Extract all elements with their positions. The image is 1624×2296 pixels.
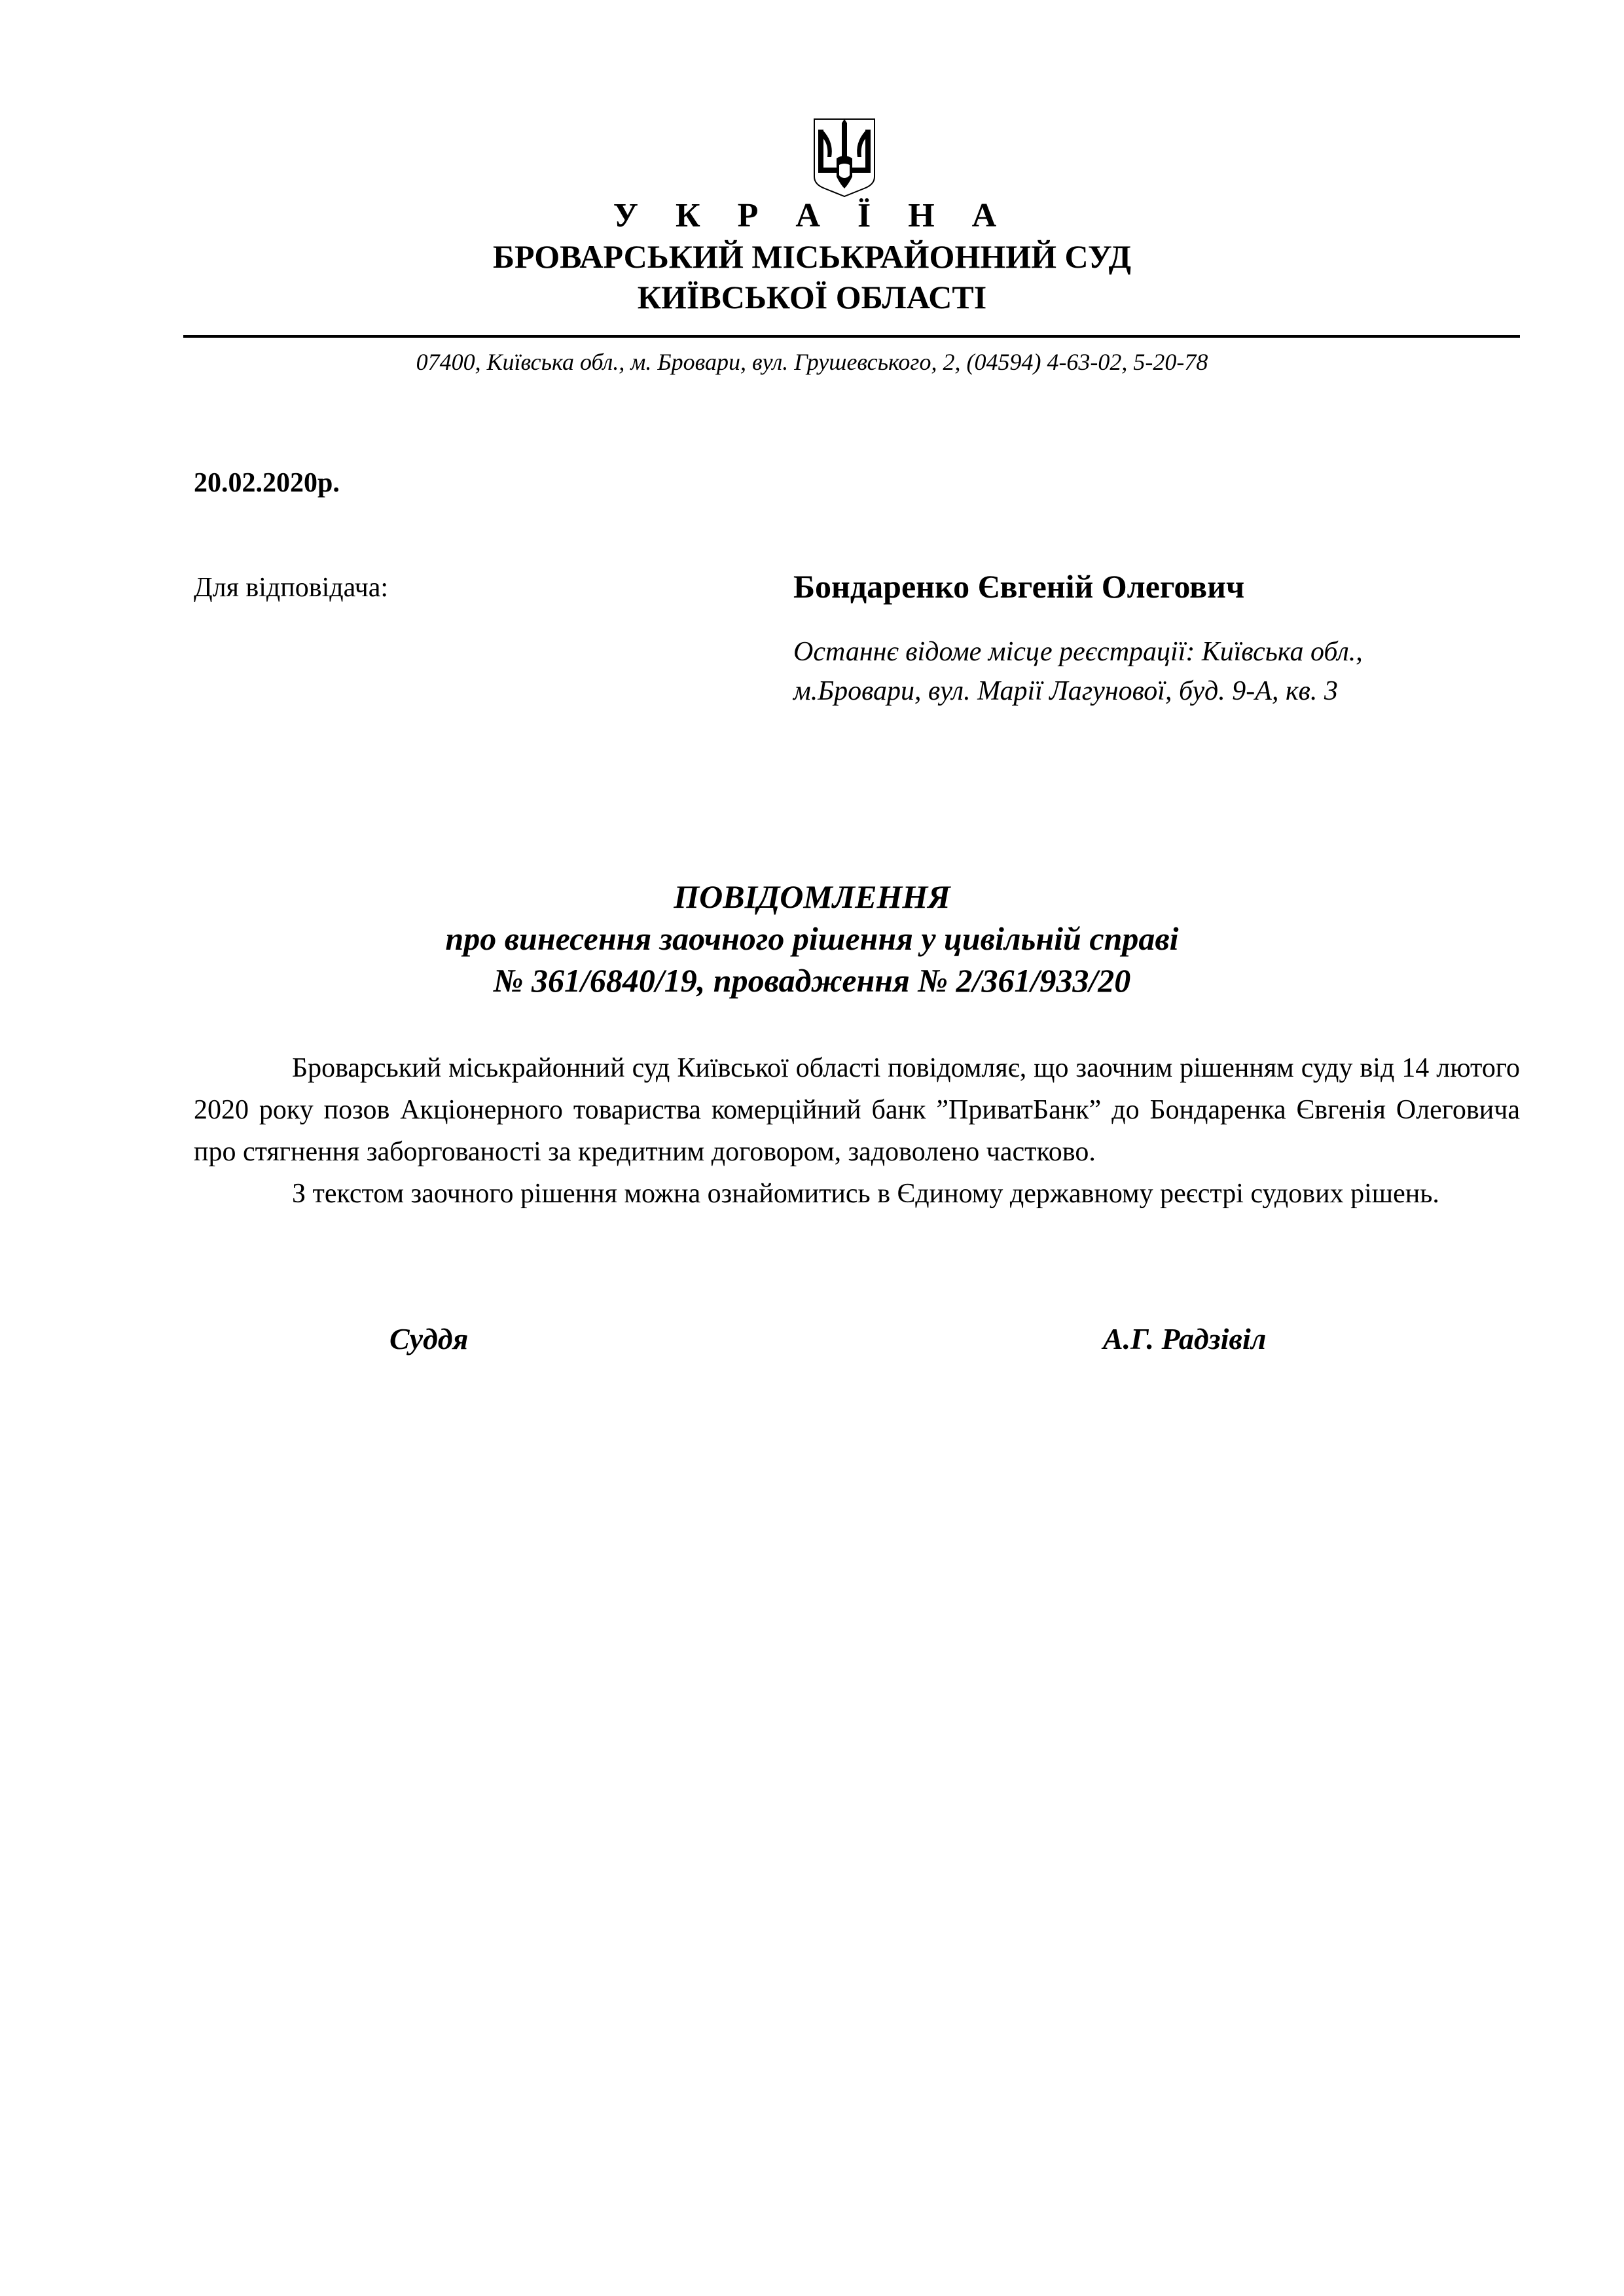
recipient-address-line1: Останнє відоме місце реєстрації: Київська обл.,: [793, 637, 1363, 667]
signature-name: А.Г. Радзівіл: [1103, 1322, 1267, 1355]
header-divider: [183, 335, 1520, 338]
court-name-line1: БРОВАРСЬКИЙ МІСЬКРАЙОННИЙ СУД: [492, 238, 1132, 275]
recipient-name: Бондаренко Євгеній Олегович: [793, 568, 1245, 605]
signature-role: Суддя: [389, 1322, 469, 1355]
recipient-address: [793, 632, 1520, 711]
country-heading: У К Р А Ї Н А: [613, 197, 1011, 234]
court-name-line2: КИЇВСЬКОЇ ОБЛАСТІ: [637, 279, 987, 315]
case-number: № 361/6840/19, провадження № 2/361/933/20: [493, 962, 1131, 999]
notice-subtitle: про винесення заочного рішення у цивільній справі: [445, 920, 1179, 957]
recipient-label: Для відповідача:: [194, 573, 389, 603]
body-paragraph: Броварський міськрайонний суд Київської області повідомляє, що заочним рішенням суду від 14 лютого 2020 року позов Акціонерного товариства комерційний банк ”ПриватБанк” до Бондаренка Євгенія Олеговича про стягнення заборгованості за кредитним договором, задоволено частково.: [194, 1053, 1520, 1167]
court-address: 07400, Київська обл., м. Бровари, вул. Грушевського, 2, (04594) 4-63-02, 5-20-78: [416, 349, 1208, 375]
body-paragraph: З текстом заочного рішення можна ознайомитись в Єдиному державному реєстрі судових рішень.: [292, 1179, 1439, 1209]
trident-coat-of-arms-icon: [812, 117, 877, 198]
notice-body: [194, 1047, 1520, 1215]
document-date: 20.02.2020р.: [194, 468, 340, 498]
notice-title: ПОВІДОМЛЕННЯ: [674, 878, 950, 915]
recipient-address-line2: м.Бровари, вул. Марії Лагунової, буд. 9-А, кв. 3: [793, 676, 1338, 706]
